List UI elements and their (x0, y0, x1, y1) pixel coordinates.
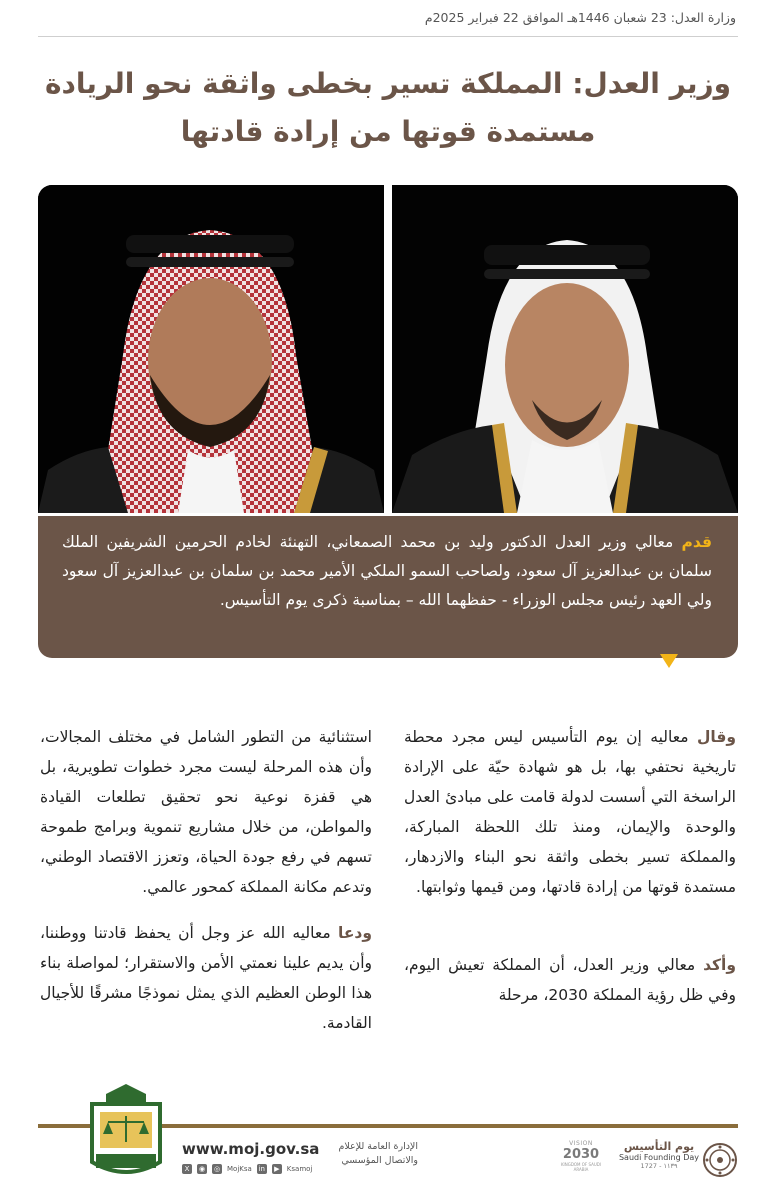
paragraph-2-lead: وأكد (703, 956, 736, 974)
founding-day-arabic: يوم التأسيس (623, 1140, 695, 1153)
lead-accent-word: قدم (681, 533, 712, 551)
x-icon[interactable]: X (182, 1164, 192, 1174)
lead-text: معالي وزير العدل الدكتور وليد بن محمد الصمعاني، التهنئة لخادم الحرمين الشريفين الملك سلمان بن عبدالعزيز آل سعود، ولصاحب السمو الملكي الأمير محمد بن سلمان بن عبدالعزيز آل سعود ولي العهد رئيس مجلس الوزراء - حفظهما الله – بمناسبة ذكرى يوم التأسيس. (62, 533, 712, 609)
headline-line-2: مستمدة قوتها من إرادة قادتها (180, 115, 596, 148)
paragraph-1-lead: وقال (696, 728, 736, 746)
paragraph-2-text: معالي وزير العدل، أن المملكة تعيش اليوم، وفي ظل رؤية المملكة 2030، مرحلة (404, 956, 736, 1004)
founding-emblem-icon (702, 1142, 738, 1178)
portrait-photos (38, 185, 738, 513)
top-divider (38, 36, 738, 37)
founding-day-years: 1727 - ١١٣٩ (640, 1162, 678, 1170)
paragraph-2 (404, 950, 736, 1010)
paragraph-4-text: معاليه الله عز وجل أن يحفظ قادتنا ووطننا، وأن يديم علينا نعمتي الأمن والاستقرار؛ لمواصلة بناء هذا الوطن العظيم الذي يمثل نموذجًا مشرقًا للأجيال القادمة. (40, 924, 372, 1032)
founding-day-english: Saudi Founding Day (618, 1153, 700, 1162)
handle-mojksa[interactable]: MojKsa (227, 1165, 252, 1173)
dateline: وزارة العدل: 23 شعبان 1446هـ الموافق 22 فبراير 2025م (424, 10, 736, 25)
social-links (182, 1164, 312, 1174)
department-name (308, 1140, 418, 1168)
vision-label: VISION (569, 1140, 593, 1147)
king-portrait (392, 185, 738, 513)
paragraph-3: استثنائية من التطور الشامل في مختلف المجالات، وأن هذه المرحلة ليست مجرد خطوات تطويرية، بل هي قفزة نوعية نحو تحقيق تطلعات القيادة والمواطن، من خلال مشاريع تنموية وبرامج طموحة تسهم في رفع جودة الحياة، وتعزز الاقتصاد الوطني، وتدعم مكانة المملكة كمحور عالمي. (40, 728, 372, 896)
paragraph-1-text: معاليه إن يوم التأسيس ليس مجرد محطة تاريخية نحتفي بها، بل هو شهادة حيّة على الإرادة الراسخة التي أسست لدولة قامت على مبادئ العدل والوحدة والإيمان، ومنذ تلك اللحظة المباركة، والمملكة تسير بخطى واثقة نحو البناء والازدهار، مستمدة قوتها من إرادة قادتها، ومن قيمها وثوابتها. (404, 728, 736, 896)
department-line-2: والاتصال المؤسسي (341, 1155, 418, 1166)
instagram-icon[interactable]: ◎ (213, 1165, 221, 1173)
vision-2030-logo (558, 1140, 604, 1180)
paragraph-4-lead: ودعا (338, 924, 372, 942)
lead-pointer-triangle (660, 654, 678, 668)
moj-logo-icon (86, 1082, 166, 1182)
vision-year: 2030 (562, 1147, 600, 1162)
headline (40, 60, 736, 156)
founding-day-logo (618, 1140, 700, 1170)
article-column-right (404, 722, 736, 1026)
snapchat-icon[interactable]: ◉ (198, 1165, 206, 1173)
website-url[interactable]: www.moj.gov.sa (182, 1140, 320, 1158)
vision-subtitle: KINGDOM OF SAUDI ARABIA (560, 1162, 602, 1172)
department-line-1: الإدارة العامة للإعلام (338, 1141, 418, 1152)
handle-ksamoj[interactable]: Ksamoj (286, 1165, 313, 1173)
lead-paragraph-box (38, 516, 738, 658)
youtube-icon[interactable]: ▶ (272, 1164, 282, 1174)
linkedin-icon[interactable]: in (258, 1165, 265, 1173)
article-column-left (40, 722, 372, 1054)
crown-prince-portrait (38, 185, 384, 513)
headline-line-1: وزير العدل: المملكة تسير بخطى واثقة نحو الريادة (44, 67, 732, 100)
paragraph-4 (40, 918, 372, 1038)
footer (38, 1080, 738, 1192)
paragraph-1 (404, 722, 736, 902)
